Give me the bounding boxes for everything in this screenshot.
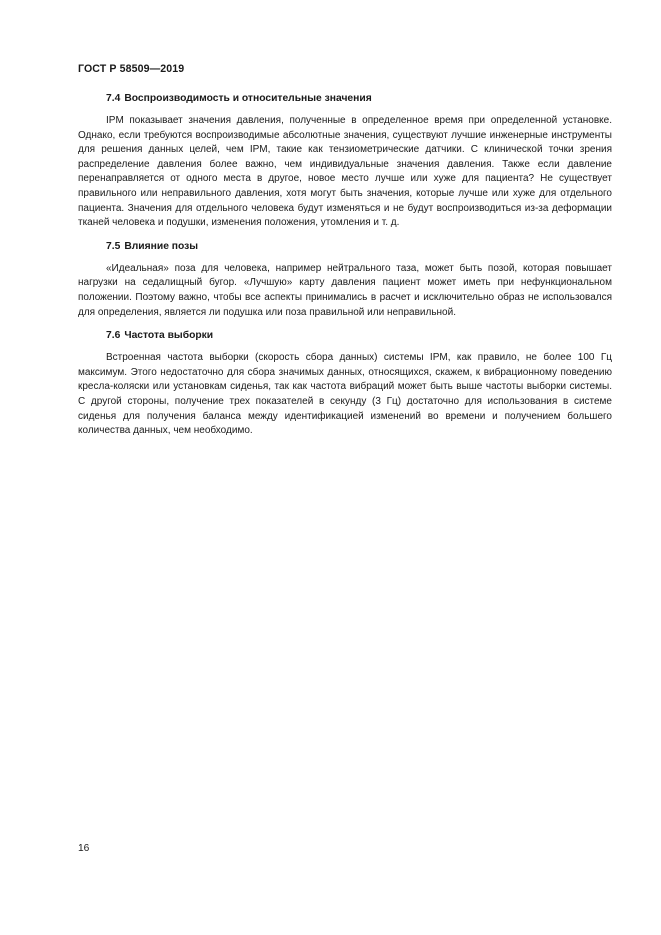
section-heading bbox=[78, 329, 612, 343]
section-number: 7.4 bbox=[106, 93, 121, 104]
section-paragraph: «Идеальная» поза для человека, например нейтрального таза, может быть позой, которая повышает нагрузки на седалищный бугор. «Лучшую» карту давления пациент может иметь при нефункциональном положении. Поэтому важно, чтобы все аспекты принимались в расчет и исключительно образ не использовался для определения, является ли подушка или поза правильной или неправильной. bbox=[78, 262, 612, 318]
document-body bbox=[78, 92, 612, 448]
page-number: 16 bbox=[78, 843, 90, 854]
section-7-6 bbox=[78, 329, 612, 439]
section-title: Воспроизводимость и относительные значения bbox=[124, 93, 372, 104]
section-heading bbox=[78, 92, 612, 106]
section-7-4 bbox=[78, 92, 612, 231]
document-header-title: ГОСТ Р 58509—2019 bbox=[78, 63, 185, 75]
section-number: 7.6 bbox=[106, 330, 121, 342]
section-title: Частота выборки bbox=[124, 330, 214, 342]
section-paragraph: IPM показывает значения давления, полученные в определенное время при определенной установке. Однако, если требуются воспроизводимые абсолютные значения, существуют лучшие инженерные инструменты для решения данных целей, чем IPM, такие как тензиометрические датчики. С клинической точки зрения распределение давления более важно, чем индивидуальные значения давления. Также если давление перенаправляется от одного места в другое, новое место лучше или хуже для пациента? Не существует правильного или неправильного давления, хотя могут быть значения, которые лучше или хуже для отдельного пациента. Значения для отдельного человека будут изменяться и не будут воспроизводиться из-за деформации тканей человека и подушки, изменения положения, утомления и т. д. bbox=[78, 115, 612, 229]
section-title: Влияние позы bbox=[124, 240, 199, 252]
section-paragraph: Встроенная частота выборки (скорость сбора данных) системы IPM, как правило, не более 100 Гц максимум. Этого недостаточно для сбора значимых данных, относящихся, скажем, к вибрационному поведению кресла-коляски или установкам сиденья, так как частота вибраций может быть выше частоты выборки системы. С другой стороны, получение трех показателей в секунду (3 Гц) достаточно для использования в системе сиденья для получения баланса между идентификацией изменений во времени и получением большего количества данных, чем необходимо. bbox=[78, 352, 612, 437]
section-heading bbox=[78, 240, 612, 254]
section-number: 7.5 bbox=[106, 240, 121, 252]
section-7-5 bbox=[78, 240, 612, 320]
